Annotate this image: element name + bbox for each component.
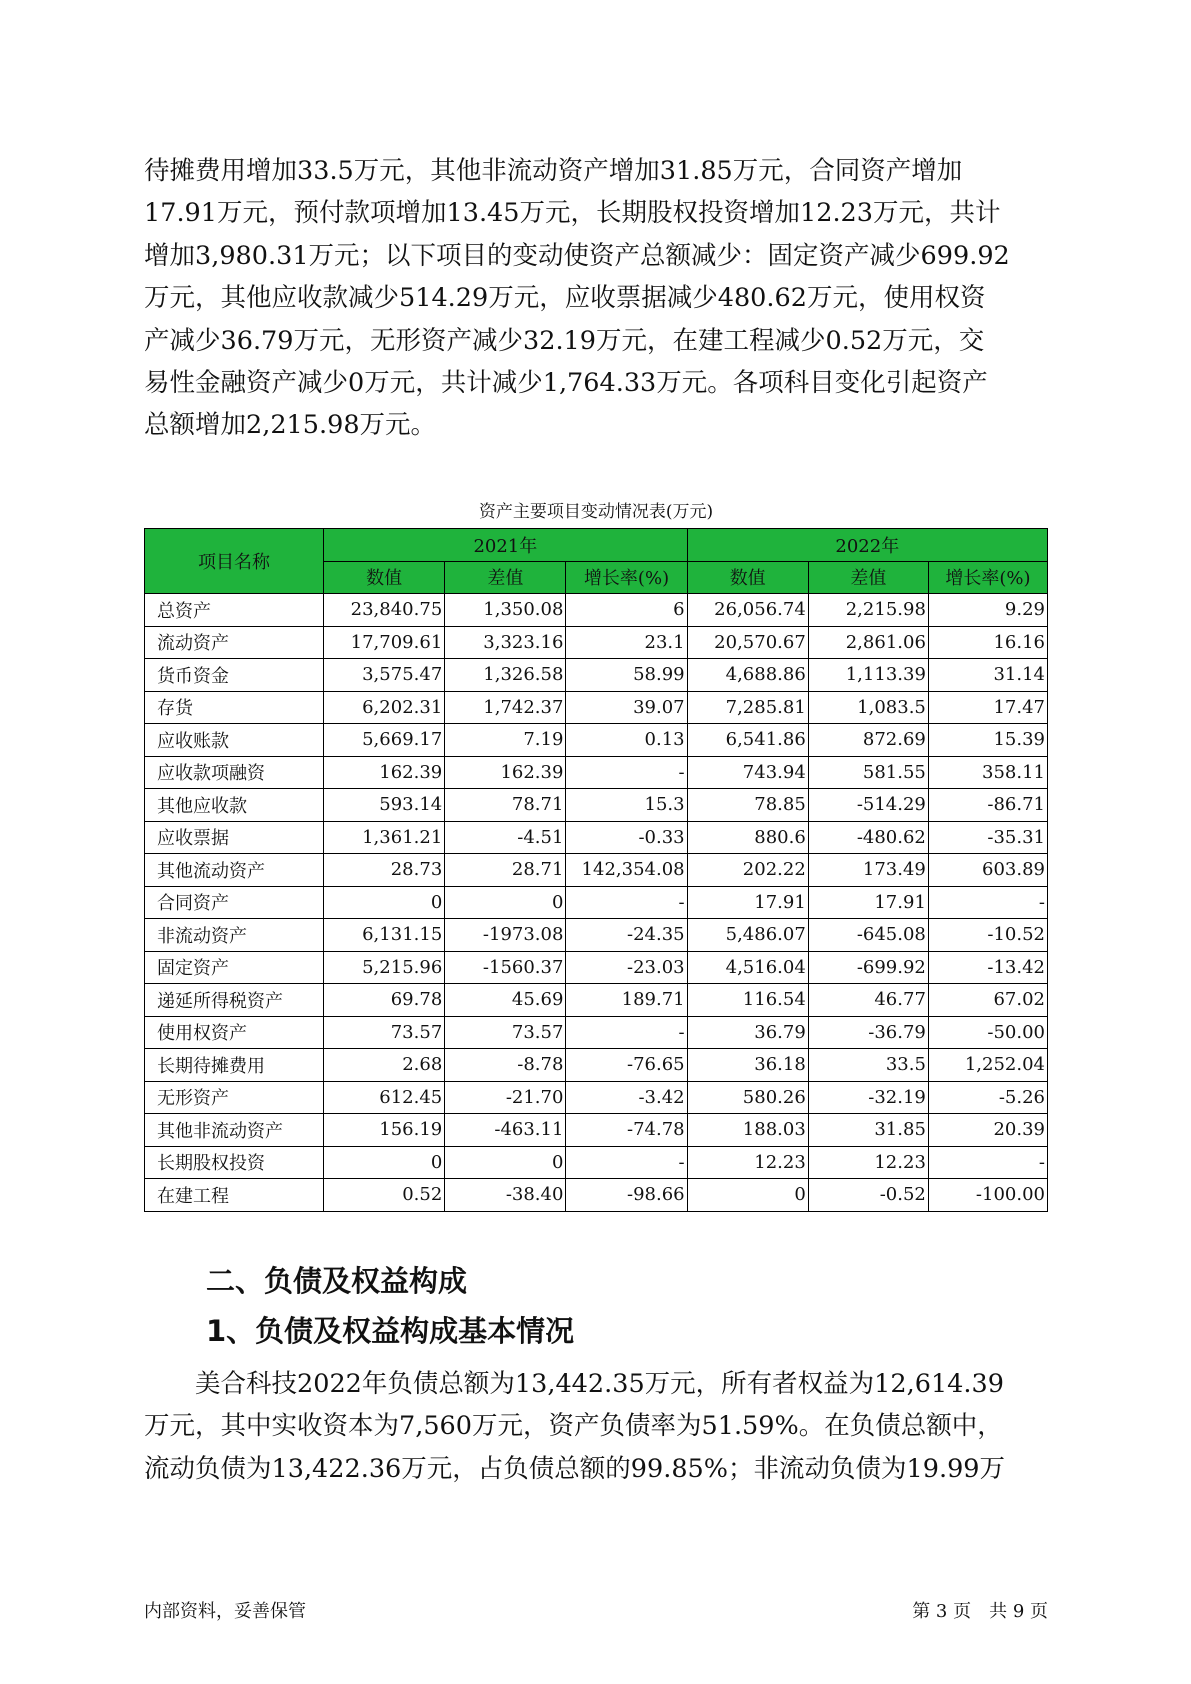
table-cell: 0 [445, 886, 566, 919]
table-cell: 78.71 [445, 789, 566, 822]
table-cell: 162.39 [445, 756, 566, 789]
column-header-growth-rate: 增长率(%) [566, 561, 687, 594]
table-cell: 31.85 [808, 1114, 928, 1147]
paragraph-line: 总额增加2,215.98万元。 [144, 410, 437, 441]
table-cell: 156.19 [324, 1114, 445, 1147]
row-item-name: 货币资金 [145, 659, 324, 692]
table-cell: 1,350.08 [445, 594, 566, 627]
table-cell: -480.62 [808, 821, 928, 854]
table-cell: 743.94 [687, 756, 808, 789]
table-cell: -32.19 [808, 1081, 928, 1114]
table-row [145, 1179, 1048, 1212]
row-item-name: 递延所得税资产 [145, 984, 324, 1017]
table-row [145, 1049, 1048, 1082]
table-cell: -86.71 [928, 789, 1047, 822]
liability-paragraph [144, 1363, 1048, 1490]
table-cell: -74.78 [566, 1114, 687, 1147]
table-cell: -35.31 [928, 821, 1047, 854]
row-item-name: 流动资产 [145, 626, 324, 659]
table-cell: -98.66 [566, 1179, 687, 1212]
footer-confidential-note: 内部资料，妥善保管 [144, 1601, 306, 1622]
table-cell: -699.92 [808, 951, 928, 984]
table-cell: -100.00 [928, 1179, 1047, 1212]
table-row [145, 724, 1048, 757]
row-item-name: 应收票据 [145, 821, 324, 854]
table-cell: 0 [324, 1146, 445, 1179]
table-cell: 9.29 [928, 594, 1047, 627]
table-row [145, 1016, 1048, 1049]
table-cell: 31.14 [928, 659, 1047, 692]
table-row [145, 659, 1048, 692]
section-heading: 二、负债及权益构成 [206, 1264, 468, 1298]
table-row [145, 886, 1048, 919]
table-cell: -13.42 [928, 951, 1047, 984]
table-cell: 142,354.08 [566, 854, 687, 887]
table-cell: 12.23 [687, 1146, 808, 1179]
table-cell: -1973.08 [445, 919, 566, 952]
table-cell: -38.40 [445, 1179, 566, 1212]
table-cell: 593.14 [324, 789, 445, 822]
table-cell: 20.39 [928, 1114, 1047, 1147]
table-body [145, 594, 1048, 1212]
table-cell: 67.02 [928, 984, 1047, 1017]
table-cell: 73.57 [324, 1016, 445, 1049]
table-cell: 189.71 [566, 984, 687, 1017]
paragraph-line: 美合科技2022年负债总额为13,442.35万元，所有者权益为12,614.39 [144, 1369, 1004, 1399]
paragraph-line: 产减少36.79万元，无形资产减少32.19万元，在建工程减少0.52万元，交 [144, 325, 985, 356]
table-cell: 23,840.75 [324, 594, 445, 627]
asset-change-paragraph [144, 150, 1048, 447]
table-cell: -21.70 [445, 1081, 566, 1114]
table-cell: 6,202.31 [324, 691, 445, 724]
table-cell: 17.47 [928, 691, 1047, 724]
table-cell: 880.6 [687, 821, 808, 854]
table-cell: -50.00 [928, 1016, 1047, 1049]
row-item-name: 其他应收款 [145, 789, 324, 822]
table-cell: 6 [566, 594, 687, 627]
row-item-name: 其他流动资产 [145, 854, 324, 887]
table-cell: -8.78 [445, 1049, 566, 1082]
row-item-name: 在建工程 [145, 1179, 324, 1212]
table-cell: 0 [687, 1179, 808, 1212]
row-item-name: 非流动资产 [145, 919, 324, 952]
table-cell: 73.57 [445, 1016, 566, 1049]
column-header-difference: 差值 [445, 561, 566, 594]
table-cell: 603.89 [928, 854, 1047, 887]
table-cell: -24.35 [566, 919, 687, 952]
row-item-name: 长期股权投资 [145, 1146, 324, 1179]
column-header-value: 数值 [687, 561, 808, 594]
column-header-year-2022: 2022年 [687, 529, 1047, 562]
table-cell: 23.1 [566, 626, 687, 659]
table-cell: 33.5 [808, 1049, 928, 1082]
table-cell: -0.52 [808, 1179, 928, 1212]
table-cell: 173.49 [808, 854, 928, 887]
table-cell: 358.11 [928, 756, 1047, 789]
table-cell: 15.3 [566, 789, 687, 822]
table-cell: 6,131.15 [324, 919, 445, 952]
column-header-difference: 差值 [808, 561, 928, 594]
table-cell: 3,575.47 [324, 659, 445, 692]
table-cell: 162.39 [324, 756, 445, 789]
table-cell: 17,709.61 [324, 626, 445, 659]
table-cell: 36.79 [687, 1016, 808, 1049]
table-cell: -463.11 [445, 1114, 566, 1147]
table-cell: 28.73 [324, 854, 445, 887]
table-caption: 资产主要项目变动情况表(万元) [478, 502, 714, 522]
table-cell: 2,861.06 [808, 626, 928, 659]
table-cell: 1,083.5 [808, 691, 928, 724]
table-cell: 26,056.74 [687, 594, 808, 627]
paragraph-line: 易性金融资产减少0万元，共计减少1,764.33万元。各项科目变化引起资产 [144, 367, 988, 398]
column-header-value: 数值 [324, 561, 445, 594]
row-item-name: 长期待摊费用 [145, 1049, 324, 1082]
table-cell: 1,742.37 [445, 691, 566, 724]
table-cell: 5,486.07 [687, 919, 808, 952]
table-row [145, 691, 1048, 724]
column-header-growth-rate: 增长率(%) [928, 561, 1047, 594]
table-cell: 1,113.39 [808, 659, 928, 692]
table-cell: -514.29 [808, 789, 928, 822]
paragraph-line: 增加3,980.31万元；以下项目的变动使资产总额减少：固定资产减少699.92 [144, 240, 1010, 271]
table-cell: 12.23 [808, 1146, 928, 1179]
table-cell: 1,361.21 [324, 821, 445, 854]
row-item-name: 应收款项融资 [145, 756, 324, 789]
subsection-heading: 1、负债及权益构成基本情况 [206, 1314, 575, 1348]
table-cell: - [928, 886, 1047, 919]
table-cell: 39.07 [566, 691, 687, 724]
table-cell: 46.77 [808, 984, 928, 1017]
table-cell: - [566, 886, 687, 919]
table-cell: 2.68 [324, 1049, 445, 1082]
row-item-name: 应收账款 [145, 724, 324, 757]
table-cell: 2,215.98 [808, 594, 928, 627]
table-cell: 45.69 [445, 984, 566, 1017]
table-cell: -0.33 [566, 821, 687, 854]
table-cell: -645.08 [808, 919, 928, 952]
table-cell: -1560.37 [445, 951, 566, 984]
table-cell: 58.99 [566, 659, 687, 692]
table-cell: -4.51 [445, 821, 566, 854]
table-cell: 17.91 [687, 886, 808, 919]
table-row [145, 756, 1048, 789]
table-cell: 28.71 [445, 854, 566, 887]
table-cell: 17.91 [808, 886, 928, 919]
table-cell: 15.39 [928, 724, 1047, 757]
asset-change-table [144, 528, 1048, 1212]
table-cell: 0.13 [566, 724, 687, 757]
table-cell: -36.79 [808, 1016, 928, 1049]
table-cell: 612.45 [324, 1081, 445, 1114]
table-cell: 4,688.86 [687, 659, 808, 692]
row-item-name: 合同资产 [145, 886, 324, 919]
table-cell: - [928, 1146, 1047, 1179]
table-row [145, 951, 1048, 984]
table-cell: 1,326.58 [445, 659, 566, 692]
table-cell: 872.69 [808, 724, 928, 757]
table-cell: 0.52 [324, 1179, 445, 1212]
table-cell: 36.18 [687, 1049, 808, 1082]
table-row [145, 789, 1048, 822]
table-cell: -23.03 [566, 951, 687, 984]
table-cell: 1,252.04 [928, 1049, 1047, 1082]
table-row [145, 854, 1048, 887]
table-cell: 3,323.16 [445, 626, 566, 659]
row-item-name: 总资产 [145, 594, 324, 627]
table-cell: 5,669.17 [324, 724, 445, 757]
table-row [145, 1114, 1048, 1147]
table-cell: -5.26 [928, 1081, 1047, 1114]
table-cell: 7,285.81 [687, 691, 808, 724]
column-header-item: 项目名称 [145, 529, 324, 594]
row-item-name: 存货 [145, 691, 324, 724]
table-cell: 116.54 [687, 984, 808, 1017]
table-cell: 78.85 [687, 789, 808, 822]
table-cell: 20,570.67 [687, 626, 808, 659]
table-cell: 7.19 [445, 724, 566, 757]
paragraph-line: 待摊费用增加33.5万元，其他非流动资产增加31.85万元，合同资产增加 [144, 156, 963, 186]
table-cell: 5,215.96 [324, 951, 445, 984]
table-cell: -76.65 [566, 1049, 687, 1082]
table-cell: -10.52 [928, 919, 1047, 952]
table-cell: 580.26 [687, 1081, 808, 1114]
table-cell: 0 [445, 1146, 566, 1179]
table-row [145, 821, 1048, 854]
table-row [145, 594, 1048, 627]
paragraph-line: 流动负债为13,422.36万元，占负债总额的99.85%；非流动负债为19.99万 [144, 1453, 1006, 1484]
table-row [145, 626, 1048, 659]
table-cell: - [566, 1016, 687, 1049]
footer-page-number: 第 3 页 共 9 页 [912, 1601, 1048, 1622]
row-item-name: 无形资产 [145, 1081, 324, 1114]
table-cell: 69.78 [324, 984, 445, 1017]
table-row [145, 919, 1048, 952]
table-cell: 16.16 [928, 626, 1047, 659]
paragraph-line: 万元，其他应收款减少514.29万元，应收票据减少480.62万元，使用权资 [144, 283, 986, 314]
table-cell: 188.03 [687, 1114, 808, 1147]
table-cell: 4,516.04 [687, 951, 808, 984]
table-cell: - [566, 1146, 687, 1179]
table-cell: -3.42 [566, 1081, 687, 1114]
table-cell: 202.22 [687, 854, 808, 887]
table-cell: 6,541.86 [687, 724, 808, 757]
table-row [145, 984, 1048, 1017]
table-row [145, 1081, 1048, 1114]
table-cell: 581.55 [808, 756, 928, 789]
paragraph-line: 17.91万元，预付款项增加13.45万元，长期股权投资增加12.23万元，共计 [144, 198, 1001, 229]
row-item-name: 固定资产 [145, 951, 324, 984]
table-cell: 0 [324, 886, 445, 919]
column-header-year-2021: 2021年 [324, 529, 688, 562]
row-item-name: 使用权资产 [145, 1016, 324, 1049]
row-item-name: 其他非流动资产 [145, 1114, 324, 1147]
table-cell: - [566, 756, 687, 789]
table-row [145, 1146, 1048, 1179]
paragraph-line: 万元，其中实收资本为7,560万元，资产负债率为51.59%。在负债总额中， [144, 1411, 1003, 1442]
